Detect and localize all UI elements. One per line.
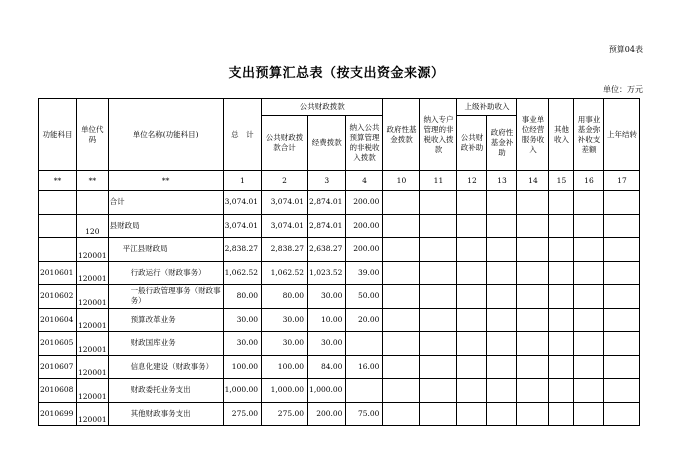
nontax-cell: 39.00 (346, 261, 383, 285)
empty-cell (574, 332, 604, 356)
funding-cell: 1,023.52 (308, 261, 346, 285)
funding-cell: 30.00 (308, 332, 346, 356)
total-cell: 30.00 (223, 332, 261, 356)
empty-cell (383, 308, 420, 332)
name-cell: 行政运行（财政事务） (108, 261, 223, 285)
table-row (39, 332, 640, 356)
empty-cell (517, 379, 549, 403)
subtotal-cell: 1,000.00 (262, 379, 308, 403)
name-cell: 县财政局 (108, 214, 223, 238)
subtotal-cell: 30.00 (262, 332, 308, 356)
table-header (39, 99, 640, 191)
empty-cell (420, 402, 457, 426)
index-cell: 14 (517, 171, 549, 191)
empty-cell (487, 332, 517, 356)
empty-cell (549, 379, 574, 403)
header-hs-fund: 政府性基金补助 (487, 116, 517, 171)
empty-cell (517, 355, 549, 379)
empty-cell (383, 355, 420, 379)
empty-cell (383, 238, 420, 262)
nontax-cell (346, 379, 383, 403)
table-row (39, 355, 640, 379)
subject-cell: 2010608 (39, 379, 77, 403)
index-cell: 1 (223, 171, 261, 191)
subtotal-cell: 80.00 (262, 285, 308, 309)
empty-cell (574, 238, 604, 262)
empty-cell (383, 191, 420, 215)
empty-cell (457, 285, 487, 309)
index-cell: ** (39, 171, 77, 191)
subtotal-cell: 1,062.52 (262, 261, 308, 285)
nontax-cell (346, 332, 383, 356)
subject-cell: 2010699 (39, 402, 77, 426)
header-public-finance: 公共财政拨款 (262, 99, 383, 116)
empty-cell (420, 238, 457, 262)
empty-cell (574, 402, 604, 426)
empty-cell (574, 355, 604, 379)
name-cell: 一般行政管理事务（财政事务） (108, 285, 223, 309)
index-cell: 12 (457, 171, 487, 191)
empty-cell (457, 238, 487, 262)
subtotal-cell: 3,074.01 (262, 214, 308, 238)
table-row (39, 261, 640, 285)
table-row (39, 191, 640, 215)
empty-cell (420, 214, 457, 238)
subject-cell: 2010602 (39, 285, 77, 309)
header-special-account: 纳入专户管理的非税收入拨款 (420, 99, 457, 171)
index-row (39, 171, 640, 191)
header-pf-subtotal: 公共财政拨款合计 (262, 116, 308, 171)
code-cell: 120001 (77, 285, 109, 309)
table-row (39, 238, 640, 262)
page-title: 支出预算汇总表（按支出资金来源） (228, 66, 445, 81)
table-row (39, 402, 640, 426)
subject-cell (39, 238, 77, 262)
empty-cell (487, 355, 517, 379)
total-cell: 275.00 (223, 402, 261, 426)
empty-cell (604, 214, 640, 238)
empty-cell (383, 332, 420, 356)
code-cell: 120001 (77, 308, 109, 332)
subject-cell: 2010607 (39, 355, 77, 379)
total-cell: 3,074.01 (223, 191, 261, 215)
name-cell: 平江县财政局 (108, 238, 223, 262)
index-cell: 2 (262, 171, 308, 191)
subject-cell: 2010601 (39, 261, 77, 285)
empty-cell (383, 214, 420, 238)
index-cell: 17 (604, 171, 640, 191)
name-cell: 合计 (108, 191, 223, 215)
empty-cell (420, 261, 457, 285)
empty-cell (420, 355, 457, 379)
subject-cell (39, 191, 77, 215)
subject-cell: 2010604 (39, 308, 77, 332)
empty-cell (574, 285, 604, 309)
empty-cell (549, 308, 574, 332)
nontax-cell: 50.00 (346, 285, 383, 309)
table-row (39, 285, 640, 309)
funding-cell: 200.00 (308, 402, 346, 426)
index-cell: ** (108, 171, 223, 191)
header-gov-fund: 政府性基金拨款 (383, 99, 420, 171)
funding-cell: 2,638.27 (308, 238, 346, 262)
empty-cell (487, 285, 517, 309)
empty-cell (383, 379, 420, 403)
empty-cell (574, 379, 604, 403)
subtotal-cell: 2,838.27 (262, 238, 308, 262)
total-cell: 1,000.00 (223, 379, 261, 403)
empty-cell (457, 214, 487, 238)
empty-cell (383, 285, 420, 309)
empty-cell (517, 191, 549, 215)
empty-cell (487, 214, 517, 238)
index-cell: 10 (383, 171, 420, 191)
empty-cell (457, 332, 487, 356)
empty-cell (517, 402, 549, 426)
header-unit-code: 单位代码 (77, 99, 109, 171)
nontax-cell: 20.00 (346, 308, 383, 332)
empty-cell (420, 332, 457, 356)
code-cell: 120001 (77, 238, 109, 262)
empty-cell (549, 402, 574, 426)
total-cell: 100.00 (223, 355, 261, 379)
empty-cell (487, 238, 517, 262)
code-cell: 120001 (77, 332, 109, 356)
empty-cell (604, 285, 640, 309)
empty-cell (574, 261, 604, 285)
nontax-cell: 75.00 (346, 402, 383, 426)
empty-cell (517, 261, 549, 285)
header-other-income: 其他收入 (549, 99, 574, 171)
code-cell: 120001 (77, 355, 109, 379)
empty-cell (517, 214, 549, 238)
nontax-cell: 200.00 (346, 238, 383, 262)
name-cell: 财政国库业务 (108, 332, 223, 356)
funding-cell: 30.00 (308, 285, 346, 309)
empty-cell (574, 191, 604, 215)
index-cell: 3 (308, 171, 346, 191)
empty-cell (420, 191, 457, 215)
empty-cell (517, 308, 549, 332)
empty-cell (549, 238, 574, 262)
index-cell: ** (77, 171, 109, 191)
header-pf-funding: 经费拨款 (308, 116, 346, 171)
empty-cell (457, 355, 487, 379)
name-cell: 信息化建设（财政事务） (108, 355, 223, 379)
empty-cell (549, 355, 574, 379)
header-operating-income: 事业单位经营服务收入 (517, 99, 549, 171)
unit-label: 单位：万元 (603, 85, 643, 94)
empty-cell (604, 402, 640, 426)
empty-cell (604, 379, 640, 403)
empty-cell (574, 308, 604, 332)
form-number: 预算04表 (608, 45, 643, 54)
funding-cell: 2,874.01 (308, 214, 346, 238)
header-career-fund: 用事业基金弥补收支差额 (574, 99, 604, 171)
subtotal-cell: 30.00 (262, 308, 308, 332)
total-cell: 2,838.27 (223, 238, 261, 262)
table-body (39, 191, 640, 426)
header-unit-name: 单位名称(功能科目) (108, 99, 223, 171)
funding-cell: 84.00 (308, 355, 346, 379)
subtotal-cell: 3,074.01 (262, 191, 308, 215)
empty-cell (457, 402, 487, 426)
name-cell: 财政委托业务支出 (108, 379, 223, 403)
table-row (39, 214, 640, 238)
index-cell: 13 (487, 171, 517, 191)
code-cell: 120 (77, 214, 109, 238)
empty-cell (420, 308, 457, 332)
funding-cell: 10.00 (308, 308, 346, 332)
budget-table (38, 98, 640, 426)
header-total: 总 计 (223, 99, 261, 171)
empty-cell (517, 238, 549, 262)
empty-cell (487, 308, 517, 332)
empty-cell (549, 285, 574, 309)
empty-cell (517, 285, 549, 309)
empty-cell (487, 191, 517, 215)
funding-cell: 2,874.01 (308, 191, 346, 215)
empty-cell (549, 332, 574, 356)
code-cell (77, 191, 109, 215)
empty-cell (549, 261, 574, 285)
empty-cell (487, 402, 517, 426)
empty-cell (604, 332, 640, 356)
empty-cell (549, 214, 574, 238)
nontax-cell: 200.00 (346, 191, 383, 215)
subtotal-cell: 275.00 (262, 402, 308, 426)
index-cell: 11 (420, 171, 457, 191)
code-cell: 120001 (77, 402, 109, 426)
header-last-year-balance: 上年结转 (604, 99, 640, 171)
empty-cell (457, 379, 487, 403)
header-hs-public: 公共财政补助 (457, 116, 487, 171)
name-cell: 其他财政事务支出 (108, 402, 223, 426)
name-cell: 预算改革业务 (108, 308, 223, 332)
empty-cell (457, 308, 487, 332)
empty-cell (549, 191, 574, 215)
empty-cell (487, 261, 517, 285)
table-row (39, 308, 640, 332)
empty-cell (420, 379, 457, 403)
empty-cell (604, 238, 640, 262)
total-cell: 80.00 (223, 285, 261, 309)
empty-cell (383, 402, 420, 426)
empty-cell (604, 308, 640, 332)
empty-cell (517, 332, 549, 356)
total-cell: 3,074.01 (223, 214, 261, 238)
funding-cell: 1,000.00 (308, 379, 346, 403)
nontax-cell: 200.00 (346, 214, 383, 238)
subject-cell (39, 214, 77, 238)
total-cell: 1,062.52 (223, 261, 261, 285)
empty-cell (487, 379, 517, 403)
table-row (39, 379, 640, 403)
subtotal-cell: 100.00 (262, 355, 308, 379)
index-cell: 16 (574, 171, 604, 191)
empty-cell (457, 191, 487, 215)
total-cell: 30.00 (223, 308, 261, 332)
empty-cell (604, 191, 640, 215)
empty-cell (604, 355, 640, 379)
header-higher-subsidy: 上级补助收入 (457, 99, 517, 116)
subject-cell: 2010605 (39, 332, 77, 356)
code-cell: 120001 (77, 379, 109, 403)
code-cell: 120001 (77, 261, 109, 285)
empty-cell (574, 214, 604, 238)
index-cell: 4 (346, 171, 383, 191)
empty-cell (604, 261, 640, 285)
nontax-cell: 16.00 (346, 355, 383, 379)
empty-cell (383, 261, 420, 285)
header-pf-non-tax: 纳入公共预算管理的非税收入拨款 (346, 116, 383, 171)
index-cell: 15 (549, 171, 574, 191)
header-func-subject: 功能科目 (39, 99, 77, 171)
empty-cell (420, 285, 457, 309)
empty-cell (457, 261, 487, 285)
